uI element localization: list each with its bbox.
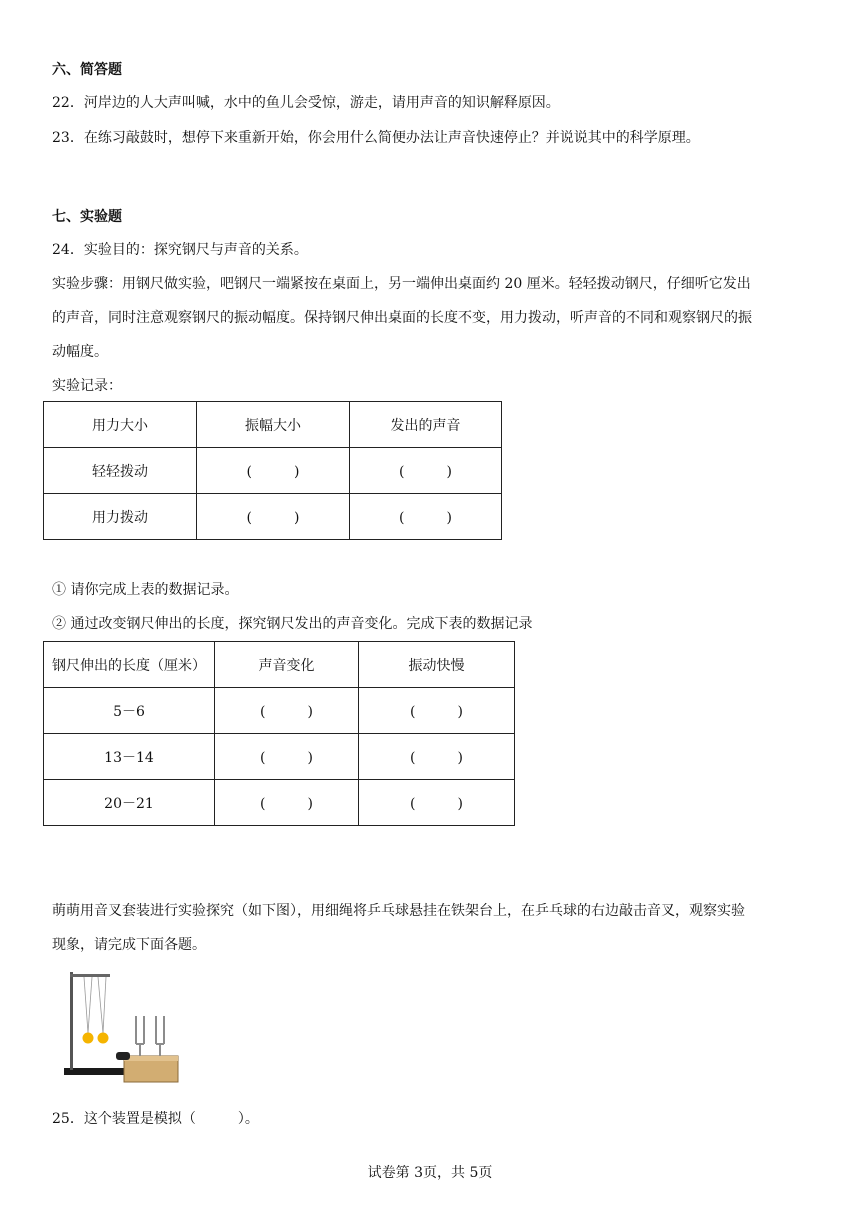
answer-blank[interactable]: ( ) [197,448,350,494]
stand-rod [70,972,73,1070]
section-7-heading: 七、实验题 [52,209,122,225]
tuning-fork-apparatus-image [58,968,188,1088]
question-25: 25．这个装置是模拟（ ）。 [52,1111,259,1127]
record-table-2 [43,641,515,826]
answer-blank[interactable]: ( ) [215,780,359,826]
ping-pong-ball [98,1033,109,1044]
table2-header: 钢尺伸出的长度（厘米） [44,642,215,688]
mallet [116,1052,130,1060]
table1-header: 发出的声音 [350,402,502,448]
table1-header: 振幅大小 [197,402,350,448]
table-row [44,494,502,540]
record-table-1 [43,401,502,540]
answer-blank[interactable]: ( ) [215,734,359,780]
answer-blank[interactable]: ( ) [215,688,359,734]
table1-cell: 用力拨动 [44,494,197,540]
question-24-title: 24．实验目的：探究钢尺与声音的关系。 [52,242,308,258]
question-23: 23．在练习敲鼓时，想停下来重新开始，你会用什么简便办法让声音快速停止？并说说其中的科学原理。 [52,130,700,146]
note-1: ① 请你完成上表的数据记录。 [52,582,239,598]
experiment-steps-line-3: 动幅度。 [52,344,108,360]
stand-base [64,1068,128,1075]
tuning-fork-intro-line-1: 萌萌用音叉套装进行实验探究（如下图），用细绳将乒乓球悬挂在铁架台上，在乒乓球的右边敲击音叉，观察实验 [52,903,745,919]
table-row [44,448,502,494]
answer-blank[interactable]: ( ) [197,494,350,540]
question-22: 22．河岸边的人大声叫喊，水中的鱼儿会受惊，游走，请用声音的知识解释原因。 [52,95,560,111]
table2-header: 声音变化 [215,642,359,688]
record-label: 实验记录： [52,378,122,394]
table1-cell: 轻轻拨动 [44,448,197,494]
table2-cell: 13－14 [44,734,215,780]
page-footer: 试卷第 3页，共 5页 [367,1165,493,1181]
answer-blank[interactable]: ( ) [359,734,515,780]
section-6-heading: 六、简答题 [52,62,122,78]
tuning-fork [136,1016,164,1056]
table2-header: 振动快慢 [359,642,515,688]
table-row [44,688,515,734]
table2-cell: 20－21 [44,780,215,826]
answer-blank[interactable]: ( ) [359,688,515,734]
answer-blank[interactable]: ( ) [350,448,502,494]
tuning-fork-intro-line-2: 现象，请完成下面各题。 [52,937,206,953]
stand-arm [70,974,110,977]
note-2: ② 通过改变钢尺伸出的长度，探究钢尺发出的声音变化。完成下表的数据记录 [52,616,533,632]
ping-pong-ball [83,1033,94,1044]
table-row [44,780,515,826]
table-row [44,734,515,780]
table1-header: 用力大小 [44,402,197,448]
table2-cell: 5－6 [44,688,215,734]
answer-blank[interactable]: ( ) [350,494,502,540]
experiment-steps-line-2: 的声音，同时注意观察钢尺的振动幅度。保持钢尺伸出桌面的长度不变，用力拨动，听声音的不同和观察钢尺的振 [52,310,752,326]
answer-blank[interactable]: ( ) [359,780,515,826]
experiment-steps-line-1: 实验步骤：用钢尺做实验，吧钢尺一端紧按在桌面上，另一端伸出桌面约 20 厘米。轻轻拨动钢尺，仔细听它发出 [52,276,751,292]
